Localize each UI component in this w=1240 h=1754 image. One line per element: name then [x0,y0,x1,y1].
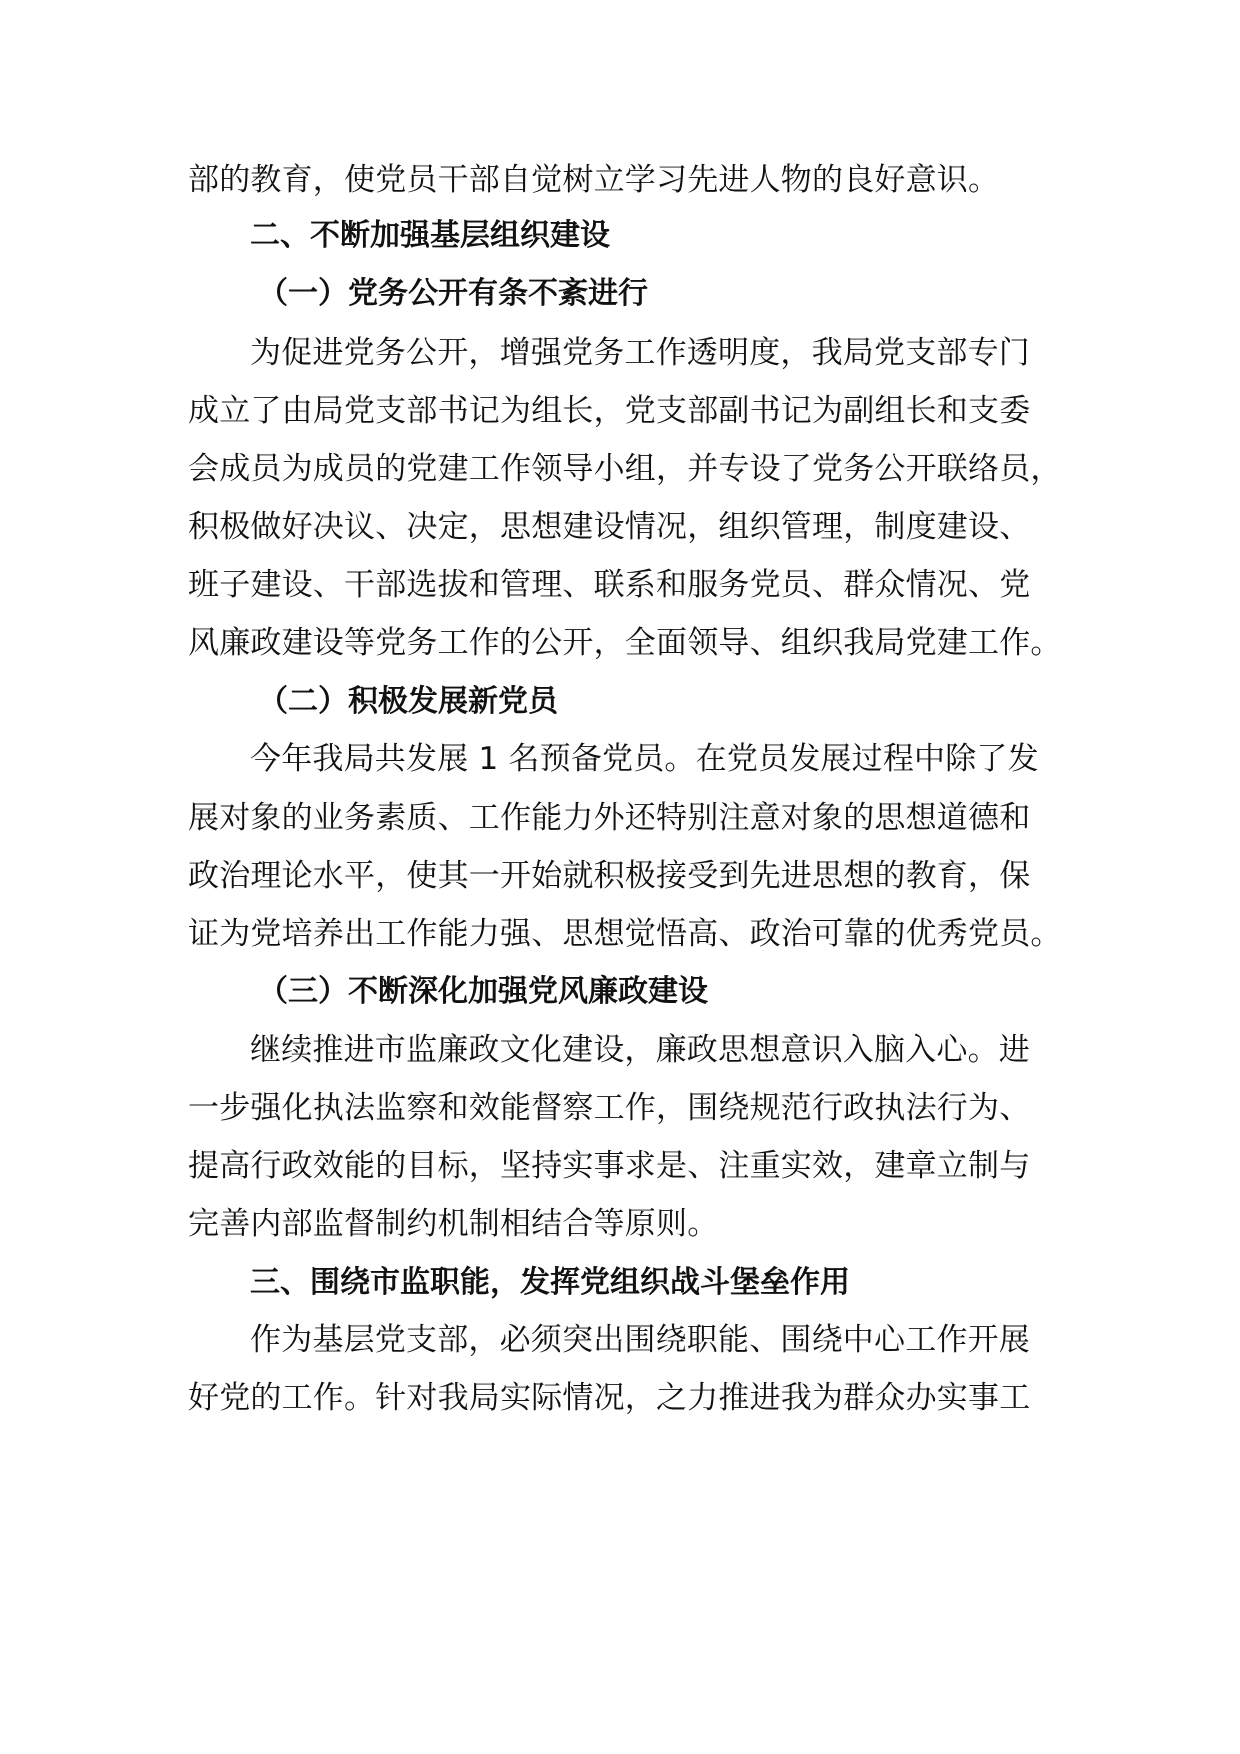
paragraph-line: 为促进党务公开，增强党务工作透明度，我局党支部专门 [250,335,1030,371]
section-heading: 三、围绕市监职能，发挥党组织战斗堡垒作用 [250,1265,850,1300]
subsection-heading: （二）积极发展新党员 [258,684,558,719]
paragraph-line: 继续推进市监廉政文化建设，廉政思想意识入脑入心。进 [250,1032,1030,1068]
subsection-heading: （一）党务公开有条不紊进行 [258,276,648,311]
paragraph-line: 政治理论水平，使其一开始就积极接受到先进思想的教育，保 [188,858,1031,894]
paragraph-line: 作为基层党支部，必须突出围绕职能、围绕中心工作开展 [250,1322,1030,1358]
paragraph-line: 积极做好决议、决定，思想建设情况，组织管理，制度建设、 [188,509,1031,545]
paragraph-line: 好党的工作。针对我局实际情况，之力推进我为群众办实事工 [188,1380,1031,1416]
subsection-heading: （三）不断深化加强党风廉政建设 [258,974,708,1009]
paragraph-line: 提高行政效能的目标，坚持实事求是、注重实效，建章立制与 [188,1148,1031,1184]
paragraph-line: 风廉政建设等党务工作的公开，全面领导、组织我局党建工作。 [188,625,1062,661]
paragraph-line: 证为党培养出工作能力强、思想觉悟高、政治可靠的优秀党员。 [188,916,1062,952]
paragraph-line: 部的教育，使党员干部自觉树立学习先进人物的良好意识。 [188,162,1000,198]
paragraph-line: 今年我局共发展 1 名预备党员。在党员发展过程中除了发 [250,741,1039,777]
paragraph-line: 展对象的业务素质、工作能力外还特别注意对象的思想道德和 [188,800,1031,836]
paragraph-line: 完善内部监督制约机制相结合等原则。 [188,1206,719,1242]
paragraph-line: 班子建设、干部选拔和管理、联系和服务党员、群众情况、党 [188,567,1031,603]
paragraph-line: 一步强化执法监察和效能督察工作，围绕规范行政执法行为、 [188,1090,1031,1126]
paragraph-line: 成立了由局党支部书记为组长，党支部副书记为副组长和支委 [188,393,1031,429]
paragraph-line: 会成员为成员的党建工作领导小组，并专设了党务公开联络员， [188,451,1062,487]
section-heading: 二、不断加强基层组织建设 [250,218,610,253]
